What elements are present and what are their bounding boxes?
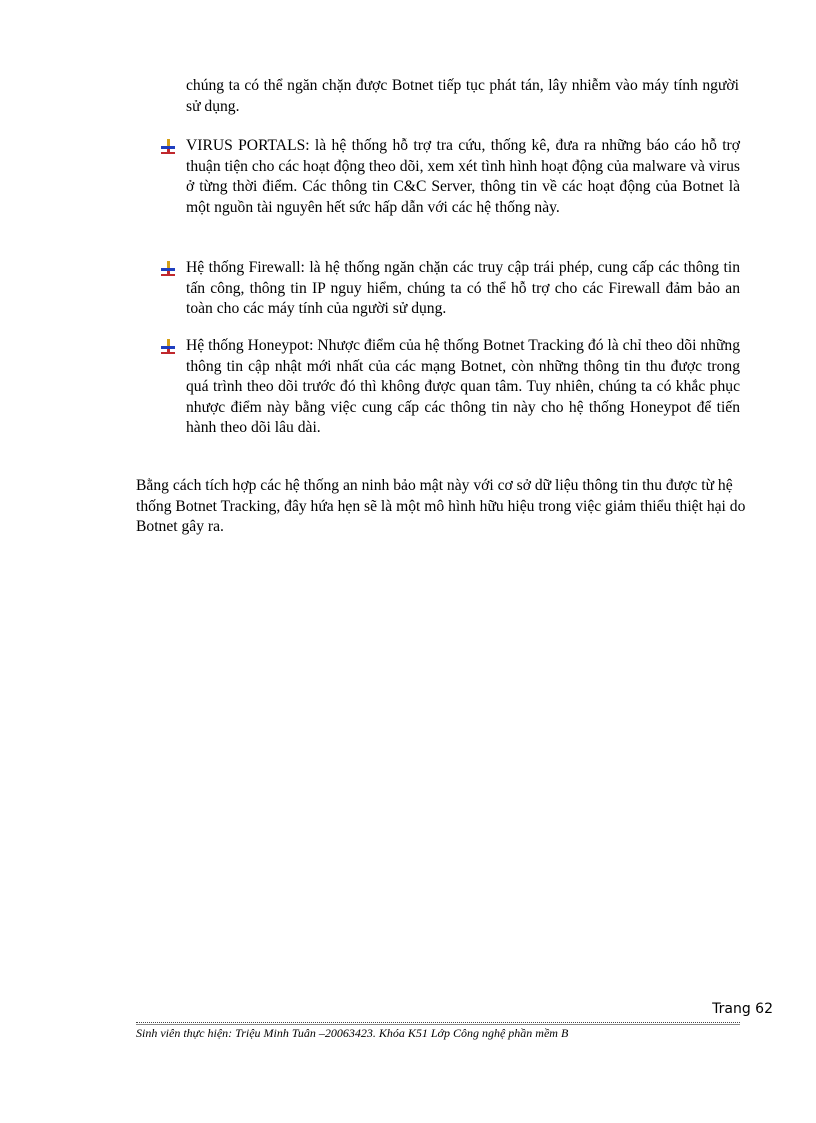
pushpin-bullet-icon [160,261,178,277]
bullet-text: Hệ thống Honeypot: Nhược điểm của hệ thống Botnet Tracking đó là chỉ theo dõi những thông tin cập nhật mới nhất của các mạng Botnet, còn những thông tin thu được trong quá trình theo dõi trước đó thì không được quan tâm. Tuy nhiên, chúng ta có khắc phục nhược điểm này bằng việc cung cấp các thông tin này cho hệ thống Honeypot để tiến hành theo dõi lâu dài. [186,337,740,437]
bullet-item-virus-portals [160,136,740,218]
footer-divider [136,1022,740,1023]
footer-author-line: Sinh viên thực hiện: Triệu Minh Tuân –20063423. Khóa K51 Lớp Công nghệ phần mềm B [136,1026,569,1040]
bullet-item-honeypot [160,336,740,439]
continuation-paragraph: chúng ta có thể ngăn chặn được Botnet tiếp tục phát tán, lây nhiễm vào máy tính người sử dụng. [186,77,739,115]
footer-divider-solid [136,1024,740,1025]
bullet-text: Hệ thống Firewall: là hệ thống ngăn chặn các truy cập trái phép, cung cấp các thông tin tấn công, thông tin IP nguy hiểm, chúng ta có thể hỗ trợ cho các Firewall đảm bảo an toàn cho các máy tính của người sử dụng. [186,259,740,318]
closing-paragraph: Bằng cách tích hợp các hệ thống an ninh bảo mật này với cơ sở dữ liệu thông tin thu được từ hệ thống Botnet Tracking, đây hứa hẹn sẽ là một mô hình hữu hiệu trong việc giảm thiểu thiệt hại do Botnet gây ra. [136,477,746,536]
bullet-item-firewall [160,258,740,320]
pushpin-bullet-icon [160,139,178,155]
page-number: Trang 62 [712,1001,773,1017]
bullet-text: VIRUS PORTALS: là hệ thống hỗ trợ tra cứu, thống kê, đưa ra những báo cáo hỗ trợ thuận tiện cho các hoạt động theo dõi, xem xét tình hình hoạt động của malware và virus ở từng thời điểm. Các thông tin C&C Server, thông tin về các hoạt động của Botnet là một nguồn tài nguyên hết sức hấp dẫn với các hệ thống này. [186,137,740,216]
pushpin-bullet-icon [160,339,178,355]
